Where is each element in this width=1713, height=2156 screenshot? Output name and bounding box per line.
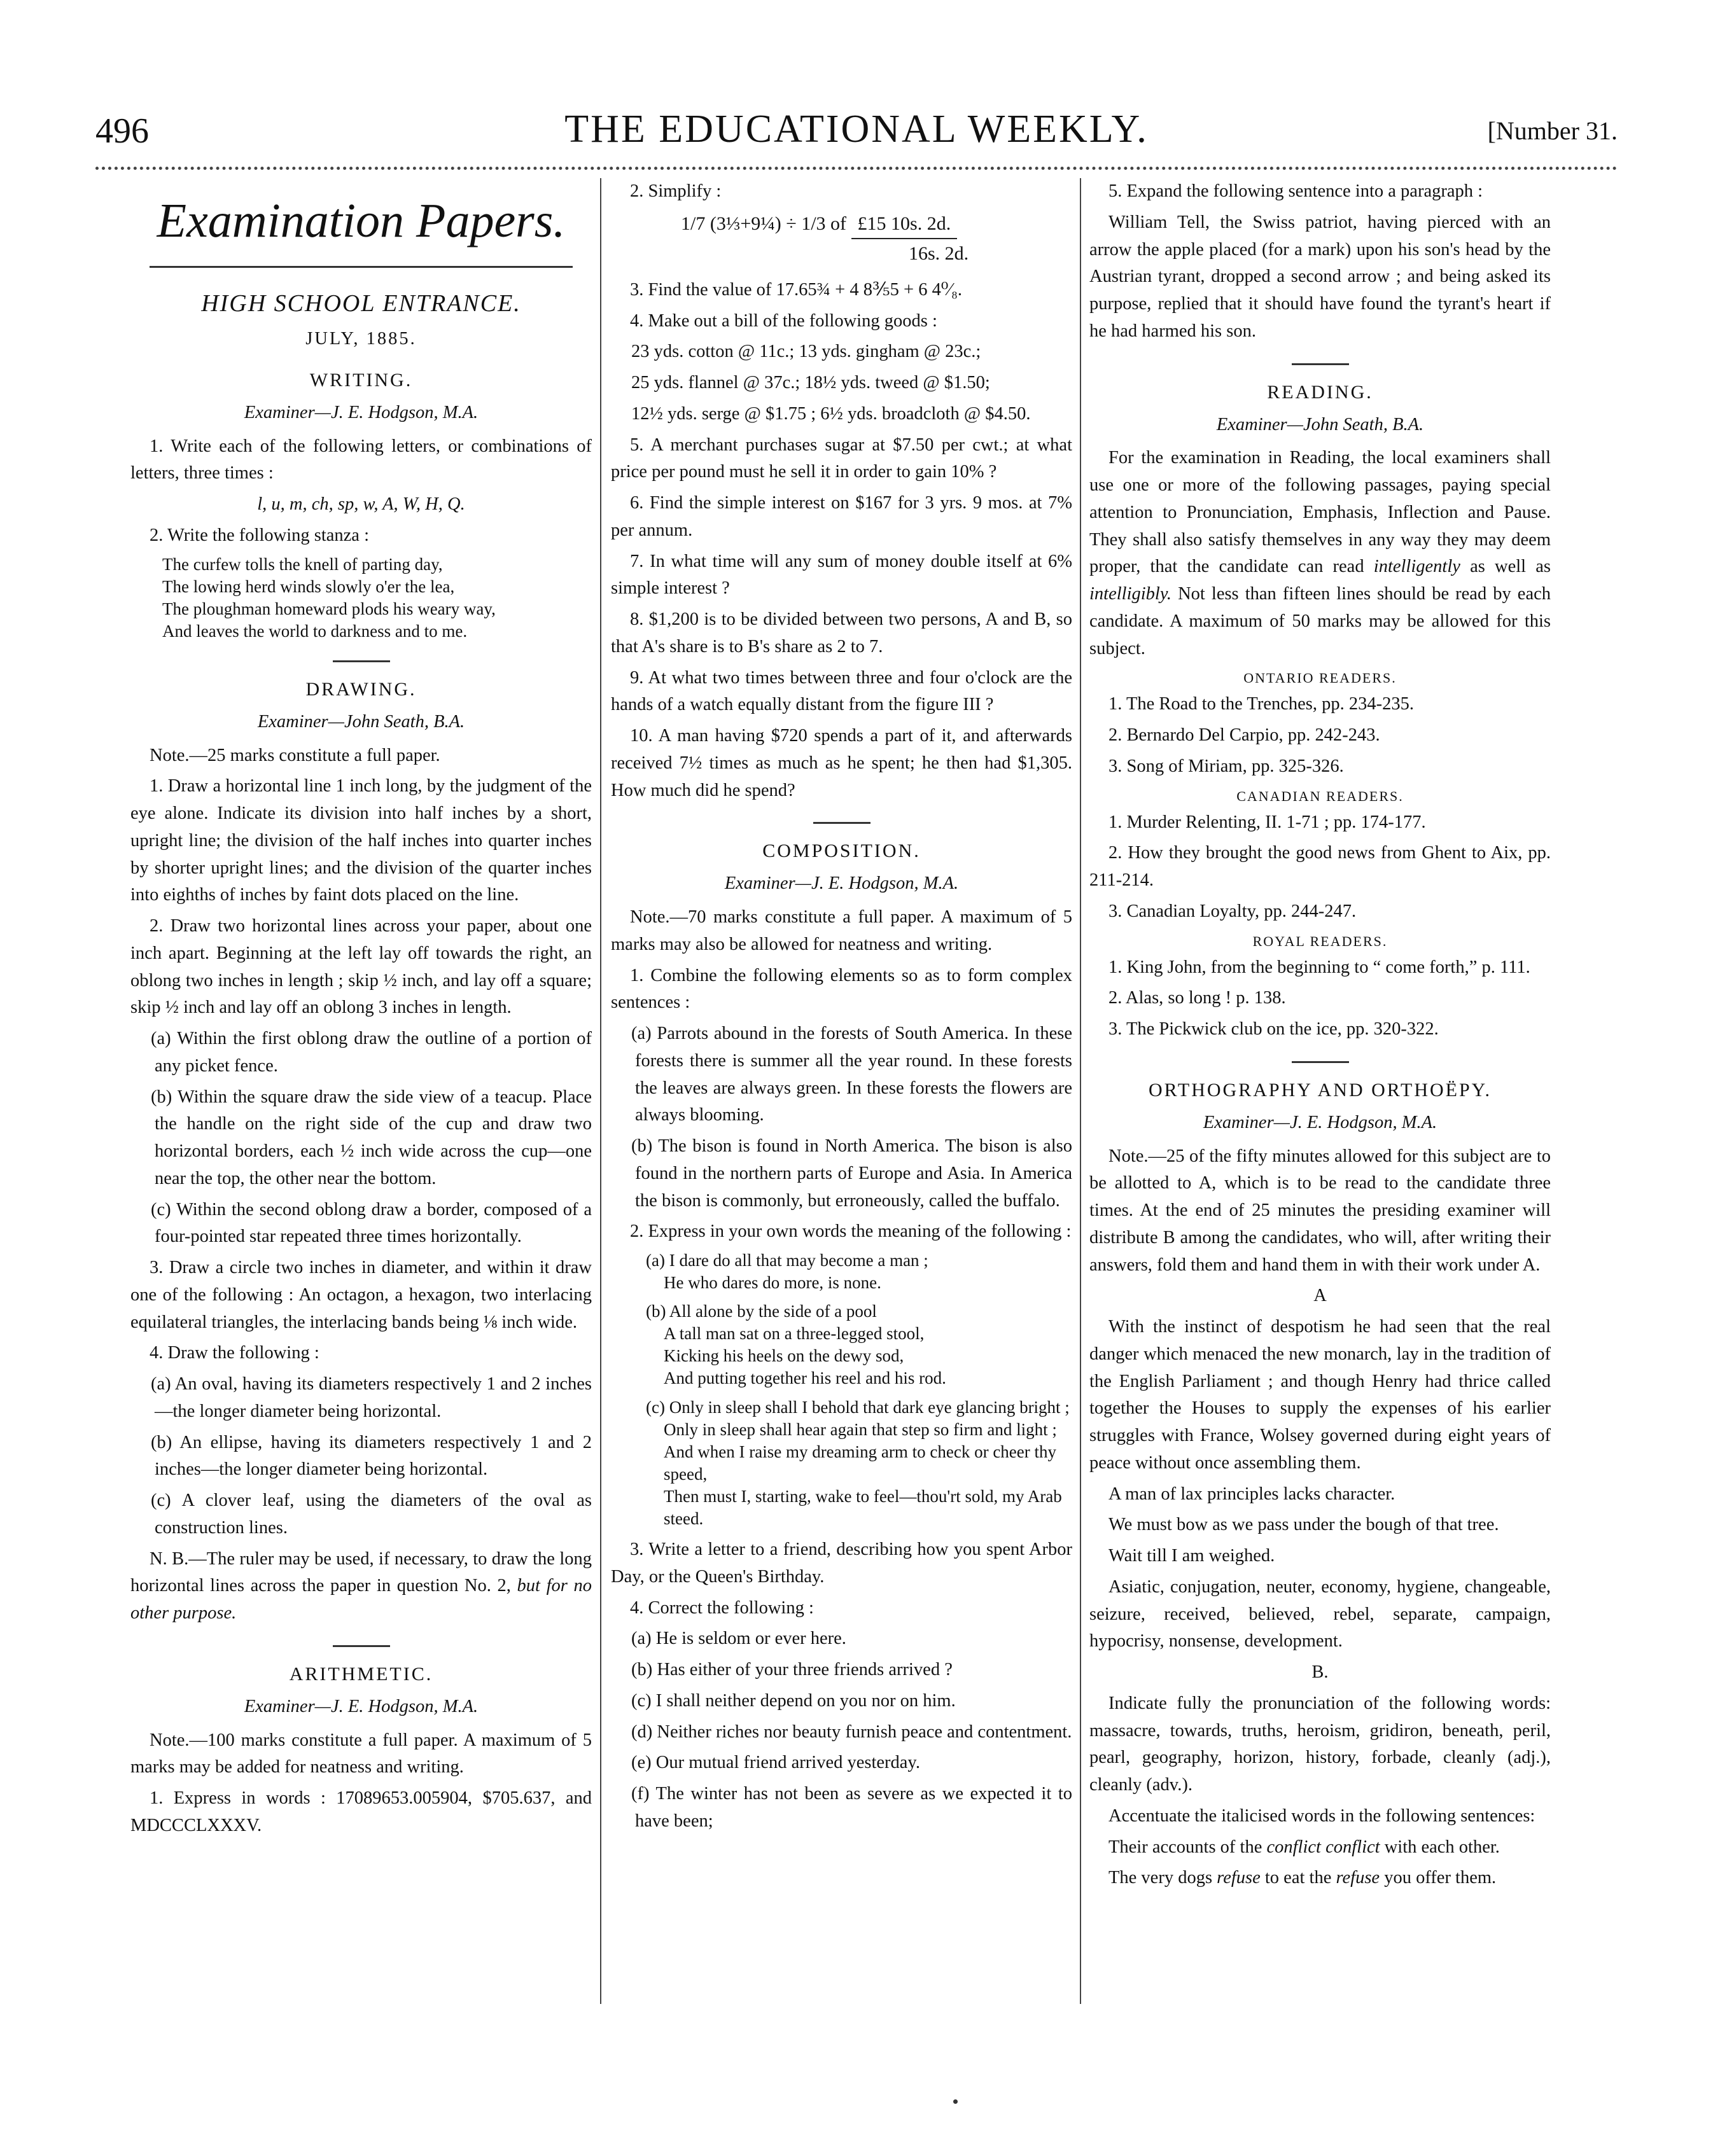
- composition-heading: COMPOSITION.: [762, 840, 921, 862]
- composition-q3: 3. Write a letter to a friend, describing how you spent Arbor Day, or the Queen's Birthday.: [611, 1540, 1072, 1587]
- quote-line: Only in sleep shall hear again that step so firm and light ;: [664, 1419, 1057, 1439]
- quote-a: [646, 1249, 1072, 1294]
- header-rule: [95, 167, 1618, 170]
- separator: [333, 660, 390, 662]
- drawing-q4c: (c) A clover leaf, using the diameters of the oval as construction lines.: [151, 1491, 592, 1538]
- comp-q5-text: William Tell, the Swiss patriot, having pierced with an arrow the apple placed (for a mark) upon his son's head by the Austrian tyrant, dropped a second arrow ; and being asked its purpose, replied that it should have found the tyrant's heart if he had harmed his son.: [1089, 212, 1551, 341]
- reading-item: 2. Bernardo Del Carpio, pp. 242-243.: [1108, 725, 1380, 745]
- correct-c: (c) I shall neither depend on you nor on him.: [631, 1690, 956, 1711]
- quote-c: [646, 1396, 1072, 1531]
- exam-date: JULY, 1885.: [305, 329, 417, 349]
- reading-intro-3: Not less than fifteen lines should be read by each candidate. A maximum of 50 marks may be allowed for this subject.: [1089, 584, 1551, 658]
- writing-q1: 1. Write each of the following letters, or combinations of letters, three times :: [130, 436, 592, 483]
- writing-q2: 2. Write the following stanza :: [150, 525, 369, 545]
- reading-item: 1. Murder Relenting, II. 1-71 ; pp. 174-177.: [1108, 812, 1426, 832]
- writing-examiner: Examiner—J. E. Hodgson, M.A.: [244, 402, 479, 422]
- quote-line: (a) I dare do all that may become a man ;: [646, 1251, 928, 1270]
- arith-q4: 4. Make out a bill of the following goods :: [630, 310, 937, 331]
- bill-line: 25 yds. flannel @ 37c.; 18½ yds. tweed @ $1.50;: [631, 373, 990, 393]
- arith-q7: 7. In what time will any sum of money double itself at 6% simple interest ?: [611, 551, 1072, 599]
- arith-q9: 9. At what two times between three and four o'clock are the hands of a watch equally distant from the figure III ?: [611, 667, 1072, 715]
- arithmetic-examiner: Examiner—J. E. Hodgson, M.A.: [244, 1696, 479, 1716]
- column-middle: [611, 178, 1072, 1839]
- separator: [333, 1645, 390, 1647]
- drawing-q2: 2. Draw two horizontal lines across your paper, about one inch apart. Beginning at the left lay off towards the right, an oblong two inches in length ; skip ½ inch, and lay off a square; skip ½ inch and lay off an oblong 3 inches in length.: [130, 916, 592, 1018]
- arithmetic-q1: 1. Express in words : 17089653.005904, $705.637, and MDCCCLXXXV.: [130, 1788, 592, 1835]
- quote-line: He who dares do more, is none.: [664, 1273, 881, 1293]
- correct-a: (a) He is seldom or ever here.: [631, 1629, 846, 1649]
- dictation-5: Asiatic, conjugation, neuter, economy, hygiene, changeable, seizure, received, believed, rebel, separate, campaign, hypocrisy, nonsense, development.: [1089, 1576, 1551, 1652]
- separator: [1292, 363, 1349, 365]
- quote-line: And putting together his reel and his rod.: [664, 1368, 946, 1388]
- part-a-label: A: [1313, 1286, 1327, 1306]
- reading-item: 2. Alas, so long ! p. 138.: [1108, 988, 1286, 1008]
- arith-q6: 6. Find the simple interest on $167 for 3 yrs. 9 mos. at 7% per annum.: [611, 493, 1072, 540]
- composition-note: Note.—70 marks constitute a full paper. A maximum of 5 marks may also be allowed for neatness and writing.: [611, 907, 1072, 954]
- ortho-b3: [1089, 1834, 1551, 1861]
- b3-text: Their accounts of the: [1108, 1837, 1262, 1857]
- stanza: [130, 553, 592, 643]
- drawing-q2a: (a) Within the first oblong draw the outline of a portion of any picket fence.: [151, 1029, 592, 1076]
- drawing-note: Note.—25 marks constitute a full paper.: [150, 745, 440, 765]
- writing-heading: WRITING.: [309, 369, 413, 391]
- section-title: Examination Papers.: [157, 194, 566, 247]
- arith-q10: 10. A man having $720 spends a part of it, and afterwards received 7½ times as much as he spent; he then had $1,305. How much did he spend?: [611, 726, 1072, 800]
- composition-examiner: Examiner—J. E. Hodgson, M.A.: [724, 873, 959, 894]
- bill-line: 23 yds. cotton @ 11c.; 13 yds. gingham @ 23c.;: [631, 342, 981, 362]
- reading-item: 3. The Pickwick club on the ice, pp. 320-322.: [1108, 1019, 1439, 1039]
- ortho-b1: Indicate fully the pronunciation of the following words: massacre, towards, truths, heroism, gridiron, beneath, peril, pearl, geography, horizon, history, forbade, cleanly (adj.), cleanly (adv.).: [1089, 1693, 1551, 1795]
- masthead-title: THE EDUCATIONAL WEEKLY.: [564, 108, 1149, 151]
- composition-q2: 2. Express in your own words the meaning of the following :: [630, 1221, 1072, 1242]
- reading-intro-2: as well as: [1470, 557, 1551, 577]
- quote-line: Kicking his heels on the dewy sod,: [664, 1346, 904, 1366]
- dictation-3: We must bow as we pass under the bough of that tree.: [1108, 1515, 1499, 1535]
- drawing-q2c: (c) Within the second oblong draw a border, composed of a four-pointed star repeated three times horizontally.: [151, 1199, 592, 1247]
- quote-line: And when I raise my dreaming arm to check or cheer thy speed,: [664, 1442, 1057, 1484]
- bill-line: 12½ yds. serge @ $1.75 ; 6½ yds. broadcloth @ $4.50.: [631, 403, 1031, 424]
- quote-line: (b) All alone by the side of a pool: [646, 1302, 877, 1321]
- drawing-q3: 3. Draw a circle two inches in diameter, and within it draw one of the following : An octagon, a hexagon, two interlacing equilateral triangles, the interlacing bands being ⅛ inch wide.: [130, 1258, 592, 1332]
- dictation-2: A man of lax principles lacks character.: [1108, 1484, 1395, 1504]
- reading-intro: [1089, 445, 1551, 662]
- arith-q8: 8. $1,200 is to be divided between two persons, A and B, so that A's share is to B's share as 2 to 7.: [611, 609, 1072, 657]
- quote-line: A tall man sat on a three-legged stool,: [664, 1324, 925, 1344]
- composition-q1a: (a) Parrots abound in the forests of South America. In these forests there is summer all the year round. In these forests the leaves are always green. In these forests the flowers are always blooming.: [631, 1024, 1072, 1125]
- comp-q5: 5. Expand the following sentence into a paragraph :: [1108, 181, 1483, 201]
- ortho-b4: [1089, 1865, 1551, 1892]
- page-number: 496: [95, 111, 149, 151]
- section-rule: [150, 266, 573, 268]
- dictation-1: With the instinct of despotism he had seen that the real danger which menaced the new monarch, lay in the tradition of the English Parliament ; and though Henry had thrice called together the Houses to supply the expenses of his earlier struggles with France, Wolsey governed during eight years of peace without once assembling them.: [1089, 1317, 1551, 1473]
- correct-e: (e) Our mutual friend arrived yesterday.: [631, 1753, 920, 1773]
- issue-number: [Number 31.: [1487, 116, 1618, 145]
- reading-item: 1. King John, from the beginning to “ come forth,” p. 111.: [1108, 957, 1530, 977]
- reading-examiner: Examiner—John Seath, B.A.: [1216, 414, 1424, 435]
- b3-italic: conflict conflict: [1266, 1837, 1380, 1857]
- part-b-label: B.: [1311, 1662, 1329, 1682]
- drawing-examiner: Examiner—John Seath, B.A.: [257, 711, 465, 732]
- arith-q2: 2. Simplify :: [630, 181, 722, 201]
- arith-q3: 3. Find the value of 17.65¾ + 4 8⅗5 + 6 4⁰⁄₈.: [630, 279, 963, 300]
- royal-readers-heading: ROYAL READERS.: [1252, 933, 1388, 949]
- column-divider: [600, 178, 601, 2004]
- composition-q1b: (b) The bison is found in North America. The bison is also found in the northern parts of Europe and Asia. In America the bison is commonly, but erroneously, called the buffalo.: [631, 1136, 1072, 1211]
- reading-item: 2. How they brought the good news from Ghent to Aix, pp. 211-214.: [1089, 843, 1551, 890]
- quote-line: (c) Only in sleep shall I behold that dark eye glancing bright ;: [646, 1397, 1070, 1417]
- ontario-readers-heading: ONTARIO READERS.: [1243, 670, 1397, 686]
- column-divider: [1080, 178, 1081, 2004]
- fraction-numerator: £15 10s. 2d.: [851, 209, 958, 239]
- b4-text: to eat the: [1264, 1868, 1332, 1888]
- arithmetic-heading: ARITHMETIC.: [289, 1663, 433, 1685]
- ortho-examiner: Examiner—J. E. Hodgson, M.A.: [1203, 1112, 1437, 1132]
- b3-text: with each other.: [1384, 1837, 1500, 1857]
- dictation-4: Wait till I am weighed.: [1108, 1546, 1275, 1566]
- quote-b: [646, 1300, 1072, 1389]
- stanza-line: The ploughman homeward plods his weary way,: [162, 599, 496, 618]
- b4-text: you offer them.: [1384, 1868, 1497, 1888]
- fraction-denominator: 16s. 2d.: [909, 242, 969, 264]
- ortho-note: Note.—25 of the fifty minutes allowed for this subject are to be allotted to A, which is to be read to the candidate three times. At the end of 25 minutes the presiding examiner will distribute B among the candidates, who will, after writing their answers, fold them and hand them in with their work under A.: [1089, 1146, 1551, 1275]
- separator: [813, 822, 870, 824]
- writing-letters: l, u, m, ch, sp, w, A, W, H, Q.: [257, 494, 465, 514]
- reading-intro-it1: intelligently: [1373, 557, 1460, 577]
- ortho-heading: ORTHOGRAPHY AND ORTHOËPY.: [1149, 1079, 1492, 1101]
- canadian-readers-heading: CANADIAN READERS.: [1236, 788, 1404, 804]
- stanza-line: The curfew tolls the knell of parting day,: [162, 554, 443, 574]
- drawing-nb: [130, 1546, 592, 1627]
- ortho-b2: Accentuate the italicised words in the following sentences:: [1108, 1805, 1535, 1826]
- reading-item: 1. The Road to the Trenches, pp. 234-235.: [1108, 694, 1414, 714]
- reading-heading: READING.: [1267, 381, 1373, 403]
- drawing-heading: DRAWING.: [305, 678, 417, 700]
- reading-intro-it2: intelligibly.: [1089, 584, 1172, 604]
- drawing-q1: 1. Draw a horizontal line 1 inch long, by the judgment of the eye alone. Indicate its division into half inches by a short, upright line; the division of the half inches into quarter inches by shorter upright lines; and the division of the quarter inches into eighths of inches by faint dots placed on the line.: [130, 776, 592, 905]
- composition-q1: 1. Combine the following elements so as to form complex sentences :: [611, 965, 1072, 1013]
- arith-q5: 5. A merchant purchases sugar at $7.50 per cwt.; at what price per pound must he sell it in order to gain 10% ?: [611, 435, 1072, 482]
- arithmetic-note: Note.—100 marks constitute a full paper. A maximum of 5 marks may be added for neatness and writing.: [130, 1730, 592, 1777]
- correct-d: (d) Neither riches nor beauty furnish peace and contentment.: [631, 1721, 1072, 1742]
- fraction-expression: [681, 209, 1072, 268]
- stanza-line: The lowing herd winds slowly o'er the lea,: [162, 576, 455, 596]
- composition-q4: 4. Correct the following :: [630, 1597, 814, 1618]
- nb-text: N. B.—The ruler may be used, if necessary, to draw the long horizontal lines across the paper in question No. 2,: [130, 1548, 592, 1596]
- column-left: [130, 178, 592, 1844]
- column-right: [1089, 178, 1551, 1896]
- quote-line: Then must I, starting, wake to feel—thou'rt sold, my Arab steed.: [664, 1486, 1062, 1529]
- page-header: [95, 107, 1618, 164]
- drawing-q4b: (b) An ellipse, having its diameters respectively 1 and 2 inches—the longer diameter being horizontal.: [151, 1432, 592, 1480]
- b4-italic: refuse: [1217, 1868, 1261, 1888]
- exam-title: HIGH SCHOOL ENTRANCE.: [201, 290, 521, 317]
- fraction-left: 1/7 (3⅓+9¼) ÷ 1/3 of: [681, 212, 847, 234]
- separator: [1292, 1061, 1349, 1063]
- reading-intro-1: For the examination in Reading, the local examiners shall use one or more of the following passages, paying special attention to Pronunciation, Emphasis, Inflection and Pause. They shall also satisfy themselves in any way they may deem proper, that the candidate can read: [1089, 448, 1551, 577]
- b4-italic: refuse: [1336, 1868, 1380, 1888]
- reading-item: 3. Song of Miriam, pp. 325-326.: [1108, 756, 1344, 776]
- stanza-line: And leaves the world to darkness and to me.: [162, 621, 468, 641]
- correct-b: (b) Has either of your three friends arrived ?: [631, 1660, 953, 1680]
- b4-text: The very dogs: [1108, 1868, 1213, 1888]
- correct-f: (f) The winter has not been as severe as we expected it to have been;: [631, 1784, 1072, 1831]
- drawing-q2b: (b) Within the square draw the side view of a teacup. Place the handle on the right side of the cup and draw two horizontal borders, each ½ inch wide across the cup—one near the top, the other near the bottom.: [151, 1087, 592, 1188]
- drawing-q4: 4. Draw the following :: [150, 1343, 319, 1363]
- print-speck: [953, 2099, 958, 2104]
- reading-item: 3. Canadian Loyalty, pp. 244-247.: [1108, 901, 1357, 921]
- nb-italic: but for no other purpose.: [130, 1576, 592, 1624]
- drawing-q4a: (a) An oval, having its diameters respectively 1 and 2 inches—the longer diameter being horizontal.: [151, 1374, 592, 1421]
